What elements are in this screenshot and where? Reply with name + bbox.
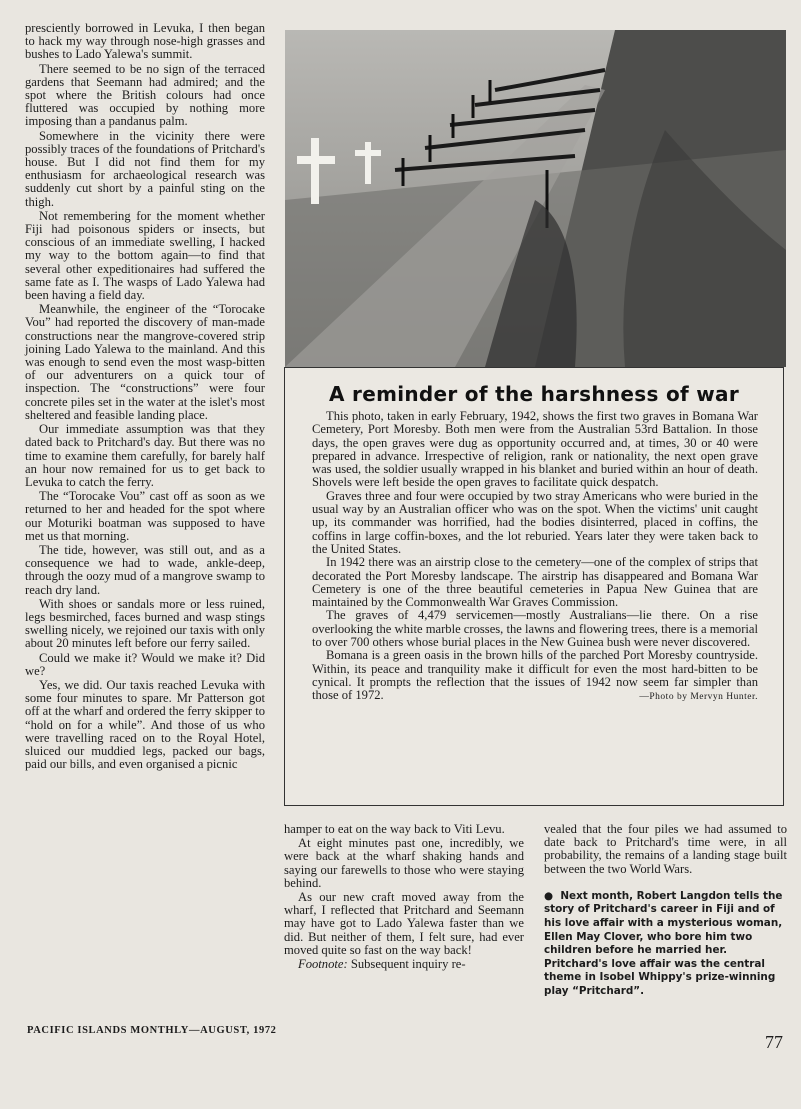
- paragraph: Meanwhile, the engineer of the “Torocake Vou” had reported the discovery of man-made constructions near the mangrove-covered strip joining Lado Yalewa to the mainland. And this was enough to send even the most wasp-bitten of our adventurers on a quick tour of inspection. The “constructions” were four concrete piles set in the water at the islet's most sheltered and feasible landing place.: [25, 302, 265, 422]
- photo-caption-box: [284, 367, 784, 806]
- paragraph: vealed that the four piles we had assumed to date back to Pritchard's time were, in all probability, the remains of a landing stage built between the two World Wars.: [544, 822, 787, 876]
- paragraph: At eight minutes past one, incredibly, we were back at the wharf shaking hands and saying our farewells to those who were staying behind.: [284, 836, 524, 890]
- paragraph: Could we make it? Would we make it? Did we?: [25, 650, 265, 678]
- caption-paragraph: This photo, taken in early February, 1942, shows the first two graves in Bomana War Cemetery, Port Moresby. Both men were from the Australian 53rd Battalion. In those days, the open graves were dug as opportunity occurred and, at times, 30 or 40 were prepared in advance. Irrespective of religion, rank or nationality, the next open grave was used, the soldier usually wrapped in his blanket and buried within an hour of death. Shovels were left beside the open graves to facilitate quick despatch.: [312, 409, 758, 490]
- photo-credit: —Photo by Mervyn Hunter.: [639, 692, 758, 703]
- page-footer: PACIFIC ISLANDS MONTHLY—AUGUST, 1972: [27, 1025, 277, 1036]
- caption-body: [285, 410, 783, 703]
- paragraph: The tide, however, was still out, and as a consequence we had to wade, ankle-deep, through the oozy mud of a mangrove swamp to reach dry land.: [25, 542, 265, 597]
- graves-illustration: [285, 30, 786, 367]
- paragraph: Yes, we did. Our taxis reached Levuka with some four minutes to spare. Mr Patterson got off at the wharf and ordered the ferry skipper to “hold on for a while”. And those of us who were travelling raced on to the Royal Hotel, sluiced our muddied legs, packed our bags, paid our bills, and even organised a picnic: [25, 677, 266, 772]
- page-number: 77: [765, 1032, 783, 1052]
- war-graves-photo: [285, 30, 786, 367]
- paragraph: Our immediate assumption was that they dated back to Pritchard's day. But there was no time to examine them carefully, for barely half an hour now remained for us to get back to Levuka to catch the ferry.: [25, 422, 265, 489]
- middle-column: [284, 823, 524, 972]
- footnote: [284, 958, 524, 971]
- paragraph: There seemed to be no sign of the terraced gardens that Seemann had admired; and the spot where the British colours had once fluttered was occupied by nothing more imposing than a pandanus palm.: [25, 61, 265, 129]
- caption-title: A reminder of the harshness of war: [329, 382, 739, 406]
- paragraph: With shoes or sandals more or less ruined, legs besmirched, faces burned and wasp stings swelling nicely, we rejoined our taxis with only about 20 minutes left before our ferry sailed.: [25, 596, 265, 651]
- left-column: [25, 22, 265, 772]
- paragraph: As our new craft moved away from the wharf, I reflected that Pritchard and Seemann may have got to Lado Yalewa faster than we did. But neither of them, I felt sure, had ever moved quite so fast on the way back!: [284, 890, 524, 957]
- next-month-text: Next month, Robert Langdon tells the story of Pritchard's career in Fiji and of his love affair with a mysterious woman, Ellen May Clover, who bore him two children before he married her. Pritchard's love affair was the central theme in Isobel Whippy's prize-winning play “Pritchard”.: [544, 889, 783, 997]
- bullet-icon: ●: [544, 889, 554, 902]
- paragraph: Somewhere in the vicinity there were possibly traces of the foundations of Pritchard's house. But I did not find them for my enthusiasm for archaeological research was suddenly cut short by a painful sting on the thigh.: [25, 128, 265, 209]
- footnote-label: Footnote:: [298, 957, 348, 972]
- paragraph: Not remembering for the moment whether Fiji had poisonous spiders or insects, but conscious of an immediate swelling, I hacked my way to the bottom again—to find that several other expeditionaires had suffered the same fate as I. The wasps of Lado Yalewa had been having a field day.: [25, 208, 265, 303]
- paragraph: presciently borrowed in Levuka, I then began to hack my way through nose-high grasses and bushes to Lado Yalewa's summit.: [25, 21, 265, 62]
- footnote-text: Subsequent inquiry re-: [350, 957, 466, 972]
- next-month-note: [544, 890, 787, 999]
- caption-paragraph: Graves three and four were occupied by two stray Americans who were buried in the usual way by an Australian officer who was on the spot. When the victims' unit caught up, its commander was horrified, had the bodies disinterred, placed in coffins, the coffins in large coffin-boxes, and the lot reburied. Years later they were taken back to the United States.: [312, 488, 758, 556]
- right-column: [544, 823, 787, 999]
- caption-paragraph: The graves of 4,479 servicemen—mostly Australians—lie there. On a rise overlooking the white marble crosses, the lawns and flowering trees, there is a memorial to over 700 others whose burial places in the New Guinea bush were never discovered.: [312, 608, 758, 650]
- paragraph: hamper to eat on the way back to Viti Levu.: [284, 822, 505, 836]
- caption-paragraph: In 1942 there was an airstrip close to the cemetery—one of the complex of strips that decorated the Port Moresby landscape. The airstrip has disappeared and Bomana War Cemetery is one of the three beautiful cemeteries in Papua New Guinea that are maintained by the Commonwealth War Graves Commission.: [312, 555, 758, 610]
- caption-paragraph-text: Bomana is a green oasis in the brown hills of the parched Port Moresby countryside. Within, its peace and tranquility make it difficult for even the most hard-bitten to be cynical. It prompts the reflection that the issues of 1942 now seem far simpler than those of 1972.: [312, 648, 758, 703]
- caption-paragraph: [312, 649, 758, 702]
- paragraph: The “Torocake Vou” cast off as soon as we returned to her and headed for the spot where our Moturiki boatman was supposed to have met us that morning.: [25, 489, 265, 543]
